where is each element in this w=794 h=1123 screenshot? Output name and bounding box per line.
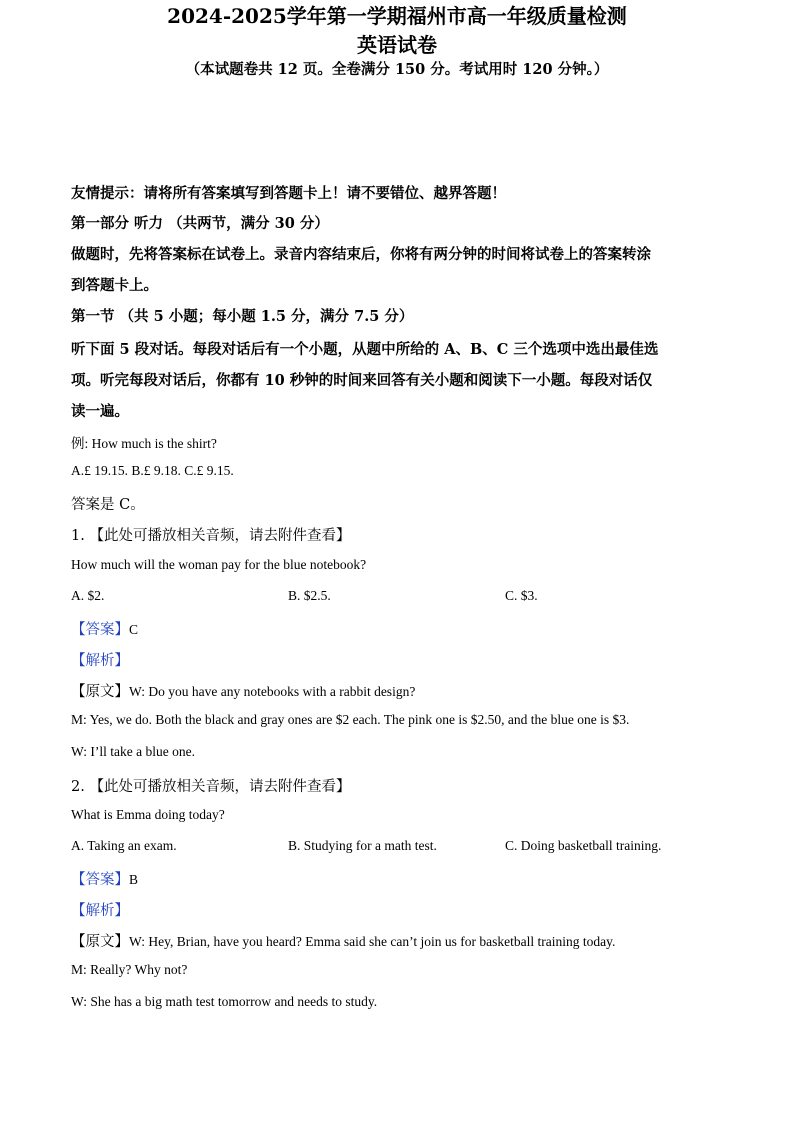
- section1-heading: 第一节 （共 5 小题；每小题 1.5 分，满分 7.5 分）: [71, 308, 414, 325]
- q2-transcript-line2: M: Really? Why not?: [71, 962, 188, 977]
- q2-transcript-line1: W: Hey, Brian, have you heard? Emma said she can’t join us for basketball training today.: [129, 934, 616, 949]
- exam-subject: 英语试卷: [357, 33, 437, 57]
- section1-desc-line3: 读一遍。: [71, 403, 129, 420]
- q2-option-b: B. Studying for a math test.: [288, 838, 437, 853]
- part1-heading: 第一部分 听力 （共两节，满分 30 分）: [71, 215, 329, 232]
- part1-desc-line1: 做题时，先将答案标在试卷上。录音内容结束后，你将有两分钟的时间将试卷上的答案转涂: [71, 246, 651, 263]
- q2-audio-note: 2. 【此处可播放相关音频，请去附件查看】: [71, 779, 351, 795]
- q2-transcript-line1-row: [71, 930, 615, 951]
- q1-transcript-tag: 【原文】: [71, 684, 129, 700]
- q2-transcript-tag: 【原文】: [71, 934, 129, 950]
- friendly-tip: 友情提示：请将所有答案填写到答题卡上！请不要错位、越界答题！: [71, 185, 506, 202]
- example-options: A.£ 19.15. B.£ 9.18. C.£ 9.15.: [71, 463, 234, 478]
- section1-desc-line1: 听下面 5 段对话。每段对话后有一个小题，从题中所给的 A、B、C 三个选项中选出最佳选: [71, 341, 659, 358]
- q2-answer-row: [71, 868, 138, 889]
- q1-transcript-line3: W: I’ll take a blue one.: [71, 744, 195, 759]
- q2-transcript-line3: W: She has a big math test tomorrow and needs to study.: [71, 994, 378, 1009]
- q1-option-c: C. $3.: [505, 588, 538, 603]
- section1-desc-line2: 项。听完每段对话后，你都有 10 秒钟的时间来回答有关小题和阅读下一小题。每段对话仅: [71, 372, 653, 389]
- q1-question: How much will the woman pay for the blue notebook?: [71, 557, 367, 572]
- exam-note: （本试题卷共 12 页。全卷满分 150 分。考试用时 120 分钟。）: [185, 61, 609, 78]
- q1-audio-note: 1. 【此处可播放相关音频，请去附件查看】: [71, 528, 351, 544]
- q2-answer-tag: 【答案】: [71, 872, 129, 888]
- q2-option-c: C. Doing basketball training.: [505, 838, 662, 853]
- q1-answer-row: [71, 618, 138, 639]
- q1-analysis-tag: 【解析】: [71, 653, 129, 669]
- q1-transcript-line1-row: [71, 680, 415, 701]
- q2-answer: B: [129, 872, 139, 887]
- q1-transcript-line2: M: Yes, we do. Both the black and gray ones are $2 each. The pink one is $2.50, and the blue one is $3.: [71, 712, 630, 727]
- example-answer: 答案是 C。: [71, 497, 145, 513]
- q1-answer: C: [129, 622, 139, 637]
- q1-option-a: A. $2.: [71, 588, 105, 603]
- q2-question: What is Emma doing today?: [71, 807, 225, 822]
- part1-desc-line2: 到答题卡上。: [71, 277, 158, 294]
- example-question: 例: How much is the shirt?: [71, 436, 217, 451]
- q2-analysis-tag: 【解析】: [71, 903, 129, 919]
- q1-transcript-line1: W: Do you have any notebooks with a rabbit design?: [129, 684, 416, 699]
- q1-option-b: B. $2.5.: [288, 588, 331, 603]
- q1-answer-tag: 【答案】: [71, 622, 129, 638]
- exam-title: 2024-2025学年第一学期福州市高一年级质量检测: [167, 4, 627, 28]
- q2-option-a: A. Taking an exam.: [71, 838, 177, 853]
